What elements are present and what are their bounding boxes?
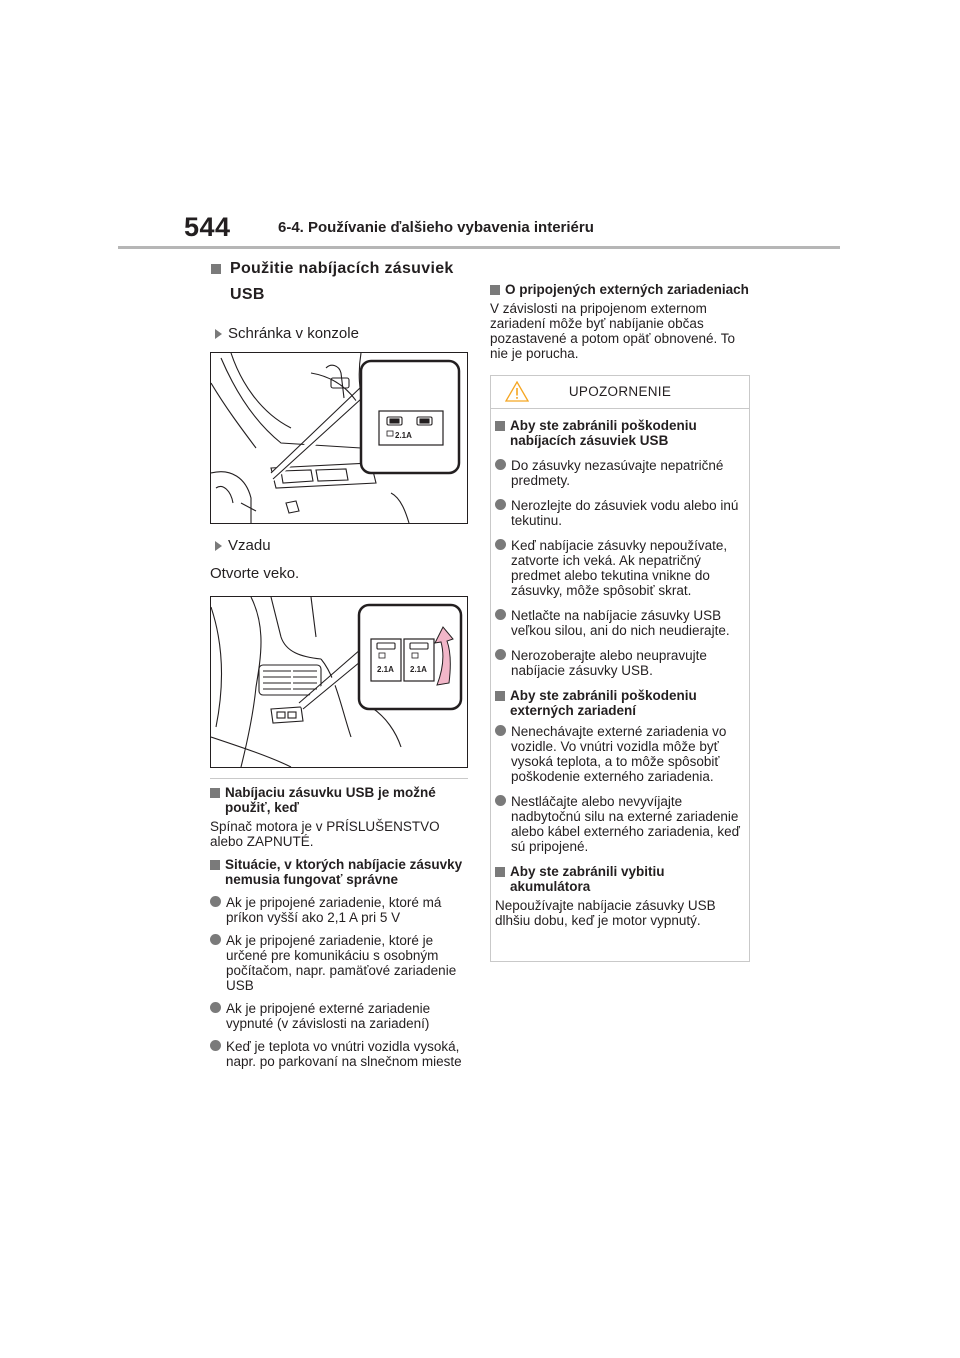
list-item: Nerozoberajte alebo neupravujte nabíjacie zásuvky USB.	[495, 648, 745, 678]
list-item: Keď je teplota vo vnútri vozidla vysoká, napr. po parkovaní na slnečnom mieste	[210, 1039, 468, 1069]
circle-bullet-icon	[495, 609, 506, 620]
notice-label: UPOZORNENIE	[568, 384, 672, 399]
circle-bullet-icon	[210, 934, 221, 945]
external-heading: O pripojených externých zariadeniach	[490, 282, 752, 297]
divider	[210, 778, 468, 779]
circle-bullet-icon	[495, 459, 506, 470]
circle-bullet-icon	[495, 539, 506, 550]
circle-bullet-icon	[495, 725, 506, 736]
notice-box	[490, 375, 750, 962]
square-bullet-icon	[490, 285, 500, 295]
arrow-bullet-icon	[215, 329, 222, 339]
subhead-rear: Vzadu	[210, 536, 468, 556]
port-label-right: 2.1A	[410, 665, 427, 674]
circle-bullet-icon	[495, 649, 506, 660]
square-bullet-icon	[495, 867, 505, 877]
square-bullet-icon	[210, 788, 220, 798]
fail-heading: Situácie, v ktorých nabíjacie zásuvky nemusia fungovať správne	[210, 857, 468, 887]
list-item: Nerozlejte do zásuviek vodu alebo inú tekutinu.	[495, 498, 745, 528]
usb-when-heading: Nabíjaciu zásuvku USB je možné použiť, keď	[210, 785, 468, 815]
list-item: Nestláčajte alebo nevyvíjajte nadbytočnú silu na externé zariadenie alebo kábel externého zariadenia, keď sú pripojené.	[495, 794, 745, 854]
notice-header	[491, 376, 749, 409]
subhead-console: Schránka v konzole	[210, 324, 468, 344]
open-lid-text: Otvorte veko.	[210, 565, 300, 582]
usb-when-text: Spínač motora je v PRÍSLUŠENSTVO alebo ZAPNUTÉ.	[210, 819, 440, 849]
arrow-bullet-icon	[215, 541, 222, 551]
port-label: 2.1A	[395, 431, 412, 440]
external-text: V závislosti na pripojenom externom zariadení môže byť nabíjanie občas pozastavené a potom opäť obnovené. To nie je porucha.	[490, 301, 735, 361]
list-item: Do zásuvky nezasúvajte nepatričné predmety.	[495, 458, 745, 488]
port-label-left: 2.1A	[377, 665, 394, 674]
notice-heading-external: Aby ste zabránili poškodeniu externých zariadení	[495, 688, 745, 718]
list-item: Keď nabíjacie zásuvky nepoužívate, zatvorte ich veká. Ak nepatričný predmet alebo tekutina vnikne do zásuvky, môže spôsobiť skrat.	[495, 538, 745, 598]
square-bullet-icon	[211, 264, 221, 274]
illustration-console-usb	[210, 352, 468, 524]
circle-bullet-icon	[210, 1040, 221, 1051]
illustration-rear-usb	[210, 596, 468, 768]
list-item: Nenechávajte externé zariadenia vo vozidle. Vo vnútri vozidla môže byť vysoká teplota, a to môže spôsobiť poškodenie externého zariadenia.	[495, 724, 745, 784]
list-item: Ak je pripojené zariadenie, ktoré je určené pre komunikáciu s osobným počítačom, napr. pamäťové zariadenie USB	[210, 933, 468, 993]
square-bullet-icon	[495, 691, 505, 701]
circle-bullet-icon	[495, 795, 506, 806]
right-column	[490, 282, 752, 361]
square-bullet-icon	[210, 860, 220, 870]
circle-bullet-icon	[210, 1002, 221, 1013]
circle-bullet-icon	[210, 896, 221, 907]
section-title: 6-4. Používanie ďalšieho vybavenia interiéru	[278, 219, 594, 236]
list-item: Ak je pripojené zariadenie, ktoré má príkon vyšší ako 2,1 A pri 5 V	[210, 895, 468, 925]
header-rule	[118, 246, 840, 249]
usb-heading: Použitie nabíjacích zásuviek USB	[210, 256, 468, 308]
notice-heading-usb: Aby ste zabránili poškodeniu nabíjacích zásuviek USB	[495, 418, 745, 448]
notice-heading-battery: Aby ste zabránili vybitiu akumulátora	[495, 864, 745, 894]
page-number: 544	[184, 212, 231, 242]
notice-battery-text: Nepoužívajte nabíjacie zásuvky USB dlhšiu dobu, keď je motor vypnutý.	[495, 898, 716, 928]
notice-body	[491, 409, 749, 928]
circle-bullet-icon	[495, 499, 506, 510]
left-column	[210, 256, 468, 1069]
list-item: Netlačte na nabíjacie zásuvky USB veľkou silou, ani do nich neudierajte.	[495, 608, 745, 638]
list-item: Ak je pripojené externé zariadenie vypnuté (v závislosti na zariadení)	[210, 1001, 468, 1031]
square-bullet-icon	[495, 421, 505, 431]
